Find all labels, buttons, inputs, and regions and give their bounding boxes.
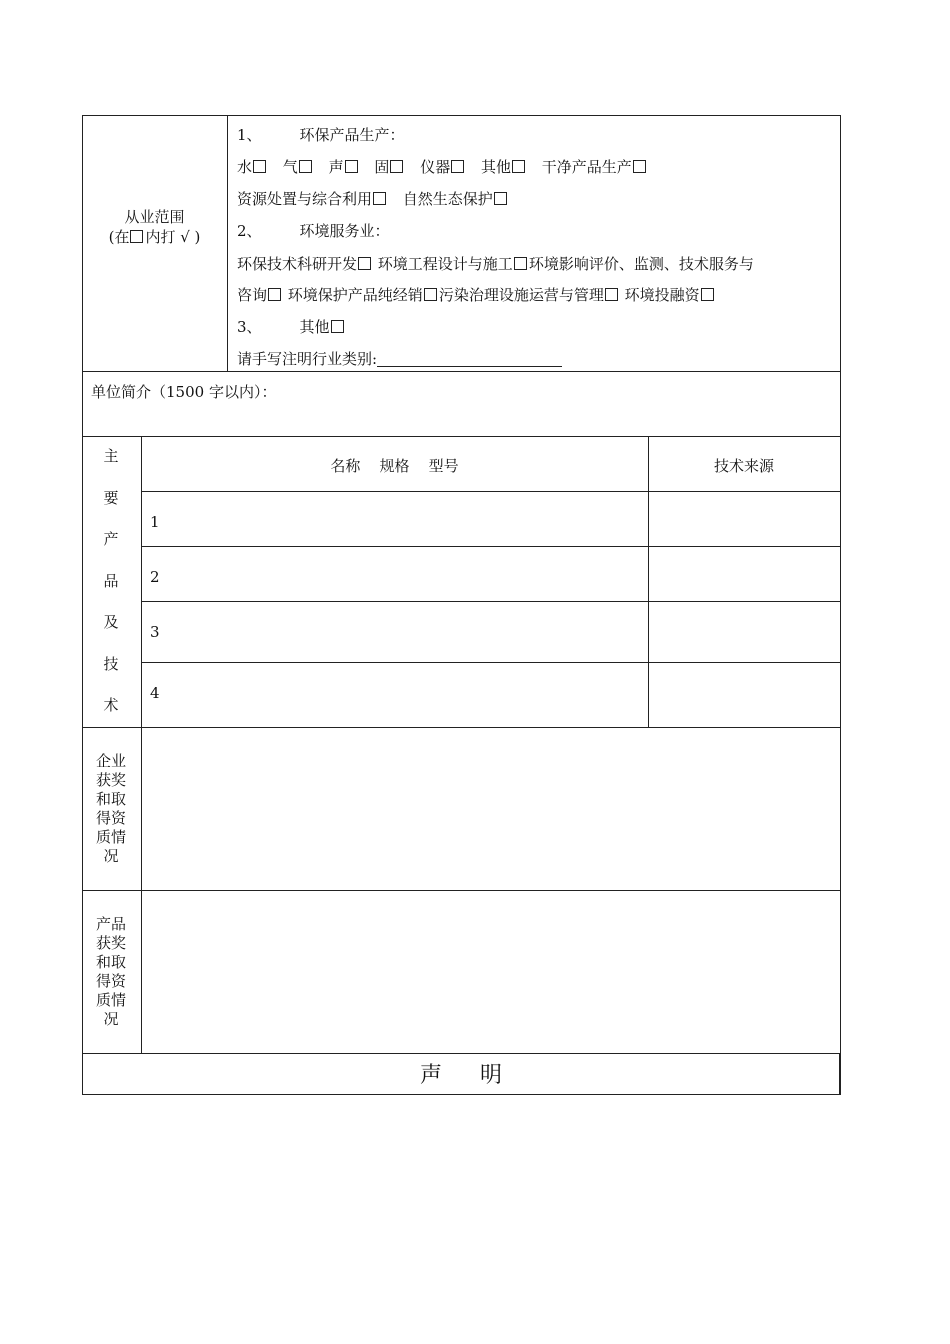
option-other-3[interactable]: 其他: [300, 318, 346, 336]
option-ecology[interactable]: 自然生态保护: [403, 190, 509, 208]
products-row-line-2: [141, 601, 841, 602]
products-label-char-7: 术: [103, 696, 119, 714]
product-awards-bottom-line: [82, 1053, 841, 1054]
intro-bottom-line: [82, 436, 841, 437]
option-resource-disposal[interactable]: 资源处置与综合利用: [237, 190, 388, 208]
company-awards-input-area[interactable]: [145, 731, 837, 887]
product-row-number-2: 2: [150, 568, 160, 586]
checkbox-operations[interactable]: [605, 288, 618, 301]
products-label-char-3: 产: [103, 530, 119, 548]
checkbox-other-1[interactable]: [512, 160, 525, 173]
checkbox-eia[interactable]: [268, 288, 281, 301]
product-source-field-3[interactable]: [651, 604, 837, 660]
checkbox-solid[interactable]: [390, 160, 403, 173]
products-header-name: 名称 规格 型号: [330, 457, 459, 475]
table-top-border: [82, 115, 841, 116]
checkbox-air[interactable]: [299, 160, 312, 173]
scope-bottom-line: [82, 371, 841, 372]
checkbox-sample-icon: [130, 230, 143, 243]
product-name-field-2[interactable]: [170, 549, 640, 599]
product-source-field-1[interactable]: [651, 494, 837, 544]
company-awards-bottom-line: [82, 890, 841, 891]
option-distribution[interactable]: 环境保护产品纯经销: [288, 286, 439, 304]
checkbox-rnd[interactable]: [358, 257, 371, 270]
product-source-field-4[interactable]: [651, 665, 837, 725]
products-label-char-1: 主: [103, 447, 119, 465]
scope-label-suffix: 内打 √ ): [145, 228, 201, 246]
checkbox-other-3[interactable]: [331, 320, 344, 333]
products-row-line-3: [141, 662, 841, 663]
products-header-line: [141, 491, 841, 492]
products-label-char-5: 及: [103, 613, 119, 631]
scope-label-prefix: (在: [108, 228, 130, 246]
option-eia[interactable]: 咨询: [237, 286, 283, 304]
scope-label: [82, 207, 227, 247]
products-label-char-6: 技: [103, 655, 119, 673]
section2-number: 2、: [237, 222, 262, 240]
product-awards-input-area[interactable]: [145, 894, 837, 1050]
checkbox-ecology[interactable]: [494, 192, 507, 205]
product-name-field-4[interactable]: [170, 665, 640, 725]
checkbox-noise[interactable]: [345, 160, 358, 173]
checkbox-distribution[interactable]: [424, 288, 437, 301]
declaration-title: 声明: [419, 1063, 540, 1088]
intro-label: 单位简介（1500 字以内）：: [91, 383, 277, 401]
section1-row2: [237, 189, 509, 209]
option-solid[interactable]: 固: [374, 158, 405, 176]
section3-heading: [237, 317, 346, 337]
option-eia-label: 环境影响评价、监测、技术服务与: [528, 255, 754, 273]
option-operations[interactable]: 污染治理设施运营与管理: [439, 286, 620, 304]
option-engineering[interactable]: 环境工程设计与施工: [378, 255, 529, 273]
checkbox-resource-disposal[interactable]: [373, 192, 386, 205]
scope-divider: [227, 115, 228, 372]
products-header-source: 技术来源: [713, 457, 774, 475]
company-awards-label: 企业 获奖 和取 得资 质情 况: [95, 752, 126, 865]
section2-heading: [237, 221, 390, 241]
product-row-number-1: 1: [150, 513, 160, 531]
option-instrument[interactable]: 仪器: [420, 158, 466, 176]
section2-row2: [237, 285, 716, 305]
option-noise[interactable]: 声: [329, 158, 360, 176]
product-name-field-1[interactable]: [170, 494, 640, 544]
section1-heading: [237, 125, 405, 145]
table-bottom-border: [82, 1094, 841, 1095]
section1-row1: [237, 157, 648, 177]
industry-note: [237, 349, 562, 369]
scope-label-line2: [82, 227, 227, 247]
product-row-number-4: 4: [150, 684, 160, 702]
products-label-char-4: 品: [103, 572, 119, 590]
option-other-1[interactable]: 其他: [481, 158, 527, 176]
table-right-border: [840, 115, 841, 1095]
checkbox-clean-product[interactable]: [633, 160, 646, 173]
checkbox-engineering[interactable]: [514, 257, 527, 270]
industry-input-line[interactable]: [377, 350, 562, 367]
option-clean-product[interactable]: 干净产品生产: [542, 158, 648, 176]
scope-label-line1: 从业范围: [124, 208, 185, 226]
checkbox-financing[interactable]: [701, 288, 714, 301]
source-column-divider: [648, 436, 649, 728]
checkbox-instrument[interactable]: [451, 160, 464, 173]
checkbox-water[interactable]: [253, 160, 266, 173]
product-awards-label: 产品 获奖 和取 得资 质情 况: [95, 915, 126, 1028]
section1-number: 1、: [237, 126, 262, 144]
products-bottom-line: [82, 727, 841, 728]
industry-note-label: 请手写注明行业类别:: [237, 350, 378, 368]
option-air[interactable]: 气: [283, 158, 314, 176]
section2-title: 环境服务业：: [299, 222, 390, 240]
product-name-field-3[interactable]: [170, 604, 640, 660]
product-row-number-3: 3: [150, 623, 160, 641]
products-row-line-1: [141, 546, 841, 547]
label-column-divider: [141, 436, 142, 1054]
section1-title: 环保产品生产：: [299, 126, 405, 144]
option-financing[interactable]: 环境投融资: [625, 286, 716, 304]
option-rnd[interactable]: 环保技术科研开发: [237, 255, 373, 273]
section2-row1: [237, 254, 754, 274]
section3-number: 3、: [237, 318, 262, 336]
products-label-char-2: 要: [103, 489, 119, 507]
product-source-field-2[interactable]: [651, 549, 837, 599]
option-water[interactable]: 水: [237, 158, 268, 176]
intro-input-area[interactable]: [300, 376, 830, 430]
